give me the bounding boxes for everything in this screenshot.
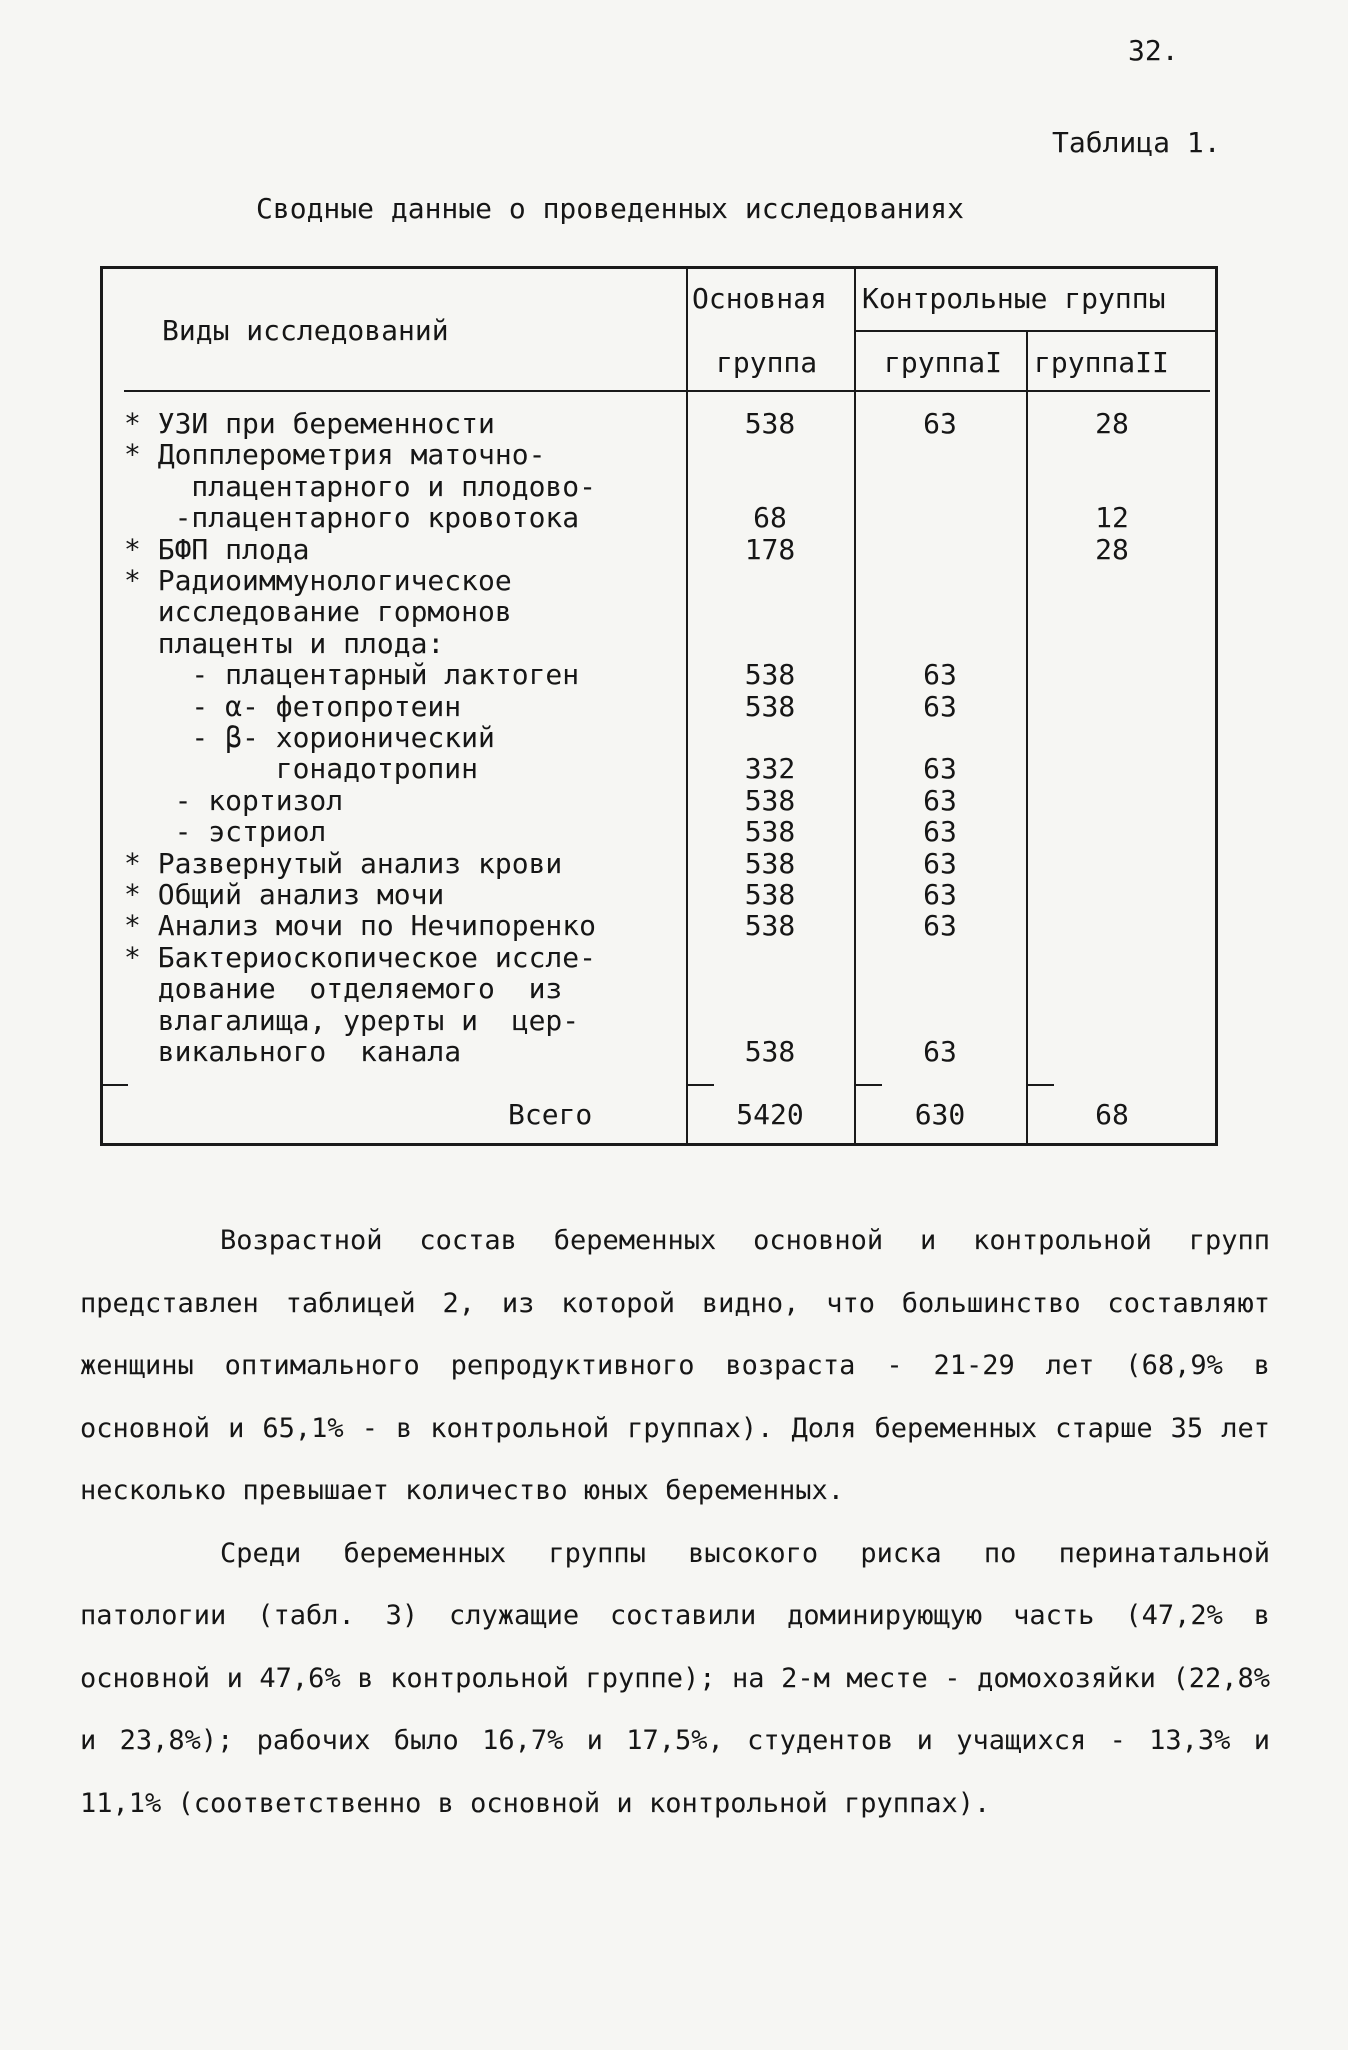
header-col-divider-3 — [1026, 330, 1028, 392]
row-label: - плацентарный лактоген — [124, 658, 580, 692]
table-label: Таблица 1. — [1052, 126, 1221, 159]
total-group-1: 630 — [914, 1098, 966, 1131]
header-main-group-1: Основная — [692, 282, 827, 315]
row-label: * Радиоиммунологическое — [124, 564, 512, 597]
header-bottom-line — [124, 390, 1210, 392]
row-value-main: 538 — [744, 689, 796, 723]
row-value-main: 178 — [744, 532, 796, 566]
row-value-g1: 63 — [923, 752, 957, 786]
total-row-tick-2 — [686, 1084, 714, 1086]
row-value-main: 538 — [744, 783, 796, 817]
row-label: - α- фетопротеин — [124, 689, 462, 723]
total-row-tick-1 — [100, 1084, 128, 1086]
row-value-g1: 63 — [923, 407, 957, 440]
row-label: * БФП плода — [124, 532, 310, 566]
row-label: - кортизол — [124, 783, 344, 817]
row-label: -плацентарного кровотока — [124, 501, 580, 535]
table-title: Сводные данные о проведенных исследованиях — [256, 192, 965, 225]
row-value-g2: 12 — [1095, 501, 1129, 535]
header-research-types: Виды исследований — [162, 314, 449, 347]
total-col-divider-3 — [1026, 1084, 1028, 1146]
row-label: * Бактериоскопическое иссле- — [124, 940, 597, 974]
row-label: влагалища, уреpты и цер- — [124, 1003, 580, 1037]
row-label: * Допплерометрия маточно- — [124, 438, 546, 472]
row-label: плаценты и плода: — [124, 626, 445, 660]
row-value-main: 538 — [744, 1035, 796, 1068]
row-value-main: 538 — [744, 909, 796, 943]
paragraph: Возрастной состав беременных основной и контрольной групп представлен таблицей 2, из которой видно, что большинство составляют женщины оптимального репродуктивного возраста - 21-29 лет (68,9% в основной и 65,1% - в контрольной группах). Доля беременных старше 35 лет несколько превышает количество юных беременных. — [80, 1225, 1270, 1506]
row-value-g1: 63 — [923, 815, 957, 849]
body-col-divider-1 — [686, 392, 688, 1086]
row-value-main: 538 — [744, 846, 796, 880]
row-value-main: 538 — [744, 815, 796, 849]
total-col-divider-2 — [854, 1084, 856, 1146]
row-value-main: 332 — [744, 752, 796, 786]
total-col-divider-1 — [686, 1084, 688, 1146]
row-label: * Общий анализ мочи — [124, 878, 445, 911]
row-label: - эстриол — [124, 815, 327, 849]
header-group-2: группаII — [1034, 346, 1169, 379]
total-group-2: 68 — [1095, 1098, 1129, 1131]
header-control-groups: Контрольные группы — [862, 282, 1166, 315]
row-label: исследование гормонов — [124, 595, 512, 629]
total-row-tick-4 — [1026, 1084, 1054, 1086]
row-value-main: 538 — [744, 407, 796, 440]
header-col-divider-1 — [686, 268, 688, 392]
total-row-tick-3 — [854, 1084, 882, 1086]
row-value-g1: 63 — [923, 689, 957, 723]
page-number: 32. — [1128, 34, 1179, 67]
row-label: дование отделяемого из — [124, 972, 563, 1006]
header-group-1: группаI — [884, 346, 1003, 379]
row-value-g1: 63 — [923, 1035, 957, 1068]
row-value-main: 68 — [753, 501, 787, 535]
row-value-g2: 28 — [1095, 407, 1129, 440]
control-subheader-line — [854, 330, 1218, 332]
paragraph: Среди беременных группы высокого риска по перинатальной патологии (табл. 3) служащие составили доминирующую часть (47,2% в основной и 47,6% в контрольной группе); на 2-м месте - домохозяйки (22,8% и 23,8%); рабочих было 16,7% и 17,5%, студентов и учащихся - 13,3% и 11,1% (соответственно в основной и контрольной группах). — [80, 1537, 1270, 1819]
row-value-g1: 63 — [923, 783, 957, 817]
row-value-g1: 63 — [923, 658, 957, 692]
body-col-divider-3 — [1026, 392, 1028, 1086]
body-text — [80, 1210, 1270, 1835]
row-label: плацентарного и плодово- — [124, 469, 597, 503]
row-label: * Анализ мочи по Нечипоренко — [124, 909, 597, 943]
row-label: викального канала — [124, 1035, 462, 1068]
row-value-g1: 63 — [923, 909, 957, 943]
header-main-group-2: группа — [716, 346, 818, 379]
total-main: 5420 — [736, 1098, 804, 1131]
row-label: * Развернутый анализ крови — [124, 846, 563, 880]
row-value-g1: 63 — [923, 846, 957, 880]
row-label: - β- хорионический — [124, 721, 495, 754]
row-value-main: 538 — [744, 878, 796, 911]
body-col-divider-2 — [854, 392, 856, 1086]
row-label: гонадотропин — [124, 752, 479, 786]
row-label: * УЗИ при беременности — [124, 407, 495, 440]
row-value-g1: 63 — [923, 878, 957, 911]
row-value-g2: 28 — [1095, 532, 1129, 566]
total-label: Всего — [508, 1098, 593, 1131]
row-value-main: 538 — [744, 658, 796, 692]
